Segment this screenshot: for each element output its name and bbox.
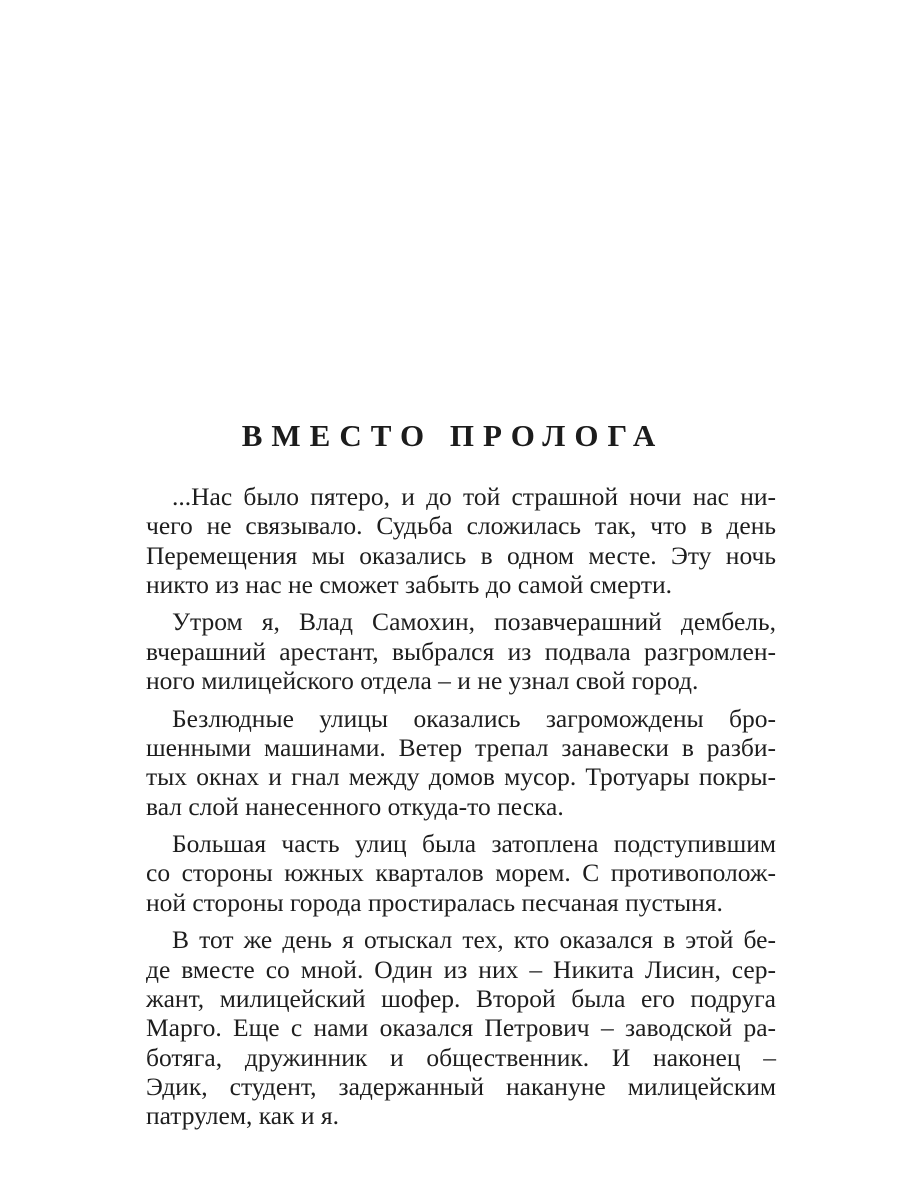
text-line: шенными машинами. Ветер трепал занавески в разби-: [146, 732, 776, 762]
text-line: чего не связывало. Судьба сложилась так, что в день: [146, 511, 776, 541]
text-line: Перемещения мы оказались в одном месте. Эту ночь: [146, 540, 776, 570]
text-line: де вместе со мной. Один из них – Никита Лисин, сер-: [146, 954, 776, 984]
text-line: со стороны южных кварталов морем. С противополож-: [146, 858, 776, 888]
text-line: ...Нас было пятеро, и до той страшной ночи нас ни-: [172, 482, 776, 511]
text-line: жант, милицейский шофер. Второй была его подруга: [146, 983, 776, 1013]
text-line: ботяга, дружинник и общественник. И наконец –: [146, 1042, 776, 1072]
chapter-body: [146, 482, 776, 1139]
paragraph-2: [146, 607, 776, 695]
paragraph-3: [146, 704, 776, 821]
text-line: никто из нас не сможет забыть до самой смерти.: [146, 569, 673, 599]
text-line: вал слой нанесенного откуда-то песка.: [146, 791, 564, 821]
text-line: Эдик, студент, задержанный накануне милицейским: [146, 1071, 776, 1101]
text-line: ного милицейского отдела – и не узнал свой город.: [146, 666, 699, 696]
paragraph-1: [146, 482, 776, 599]
text-line: Марго. Еще с нами оказался Петрович – заводской ра-: [146, 1013, 776, 1043]
paragraph-5: [146, 925, 776, 1130]
text-line: вчерашний арестант, выбрался из подвала разгромлен-: [146, 636, 776, 666]
text-line: патрулем, как и я.: [146, 1101, 339, 1131]
text-line: ной стороны города простиралась песчаная пустыня.: [146, 887, 723, 917]
text-line: Большая часть улиц была затоплена подступившим: [172, 829, 776, 859]
paragraph-4: [146, 829, 776, 917]
text-line: В тот же день я отыскал тех, кто оказался в этой бе-: [172, 925, 776, 955]
chapter-title: ВМЕСТО ПРОЛОГА: [241, 418, 665, 453]
text-line: Утром я, Влад Самохин, позавчерашний дембель,: [172, 607, 776, 637]
text-line: Безлюдные улицы оказались загромождены бро-: [172, 703, 776, 733]
text-line: тых окнах и гнал между домов мусор. Тротуары покры-: [146, 762, 776, 792]
